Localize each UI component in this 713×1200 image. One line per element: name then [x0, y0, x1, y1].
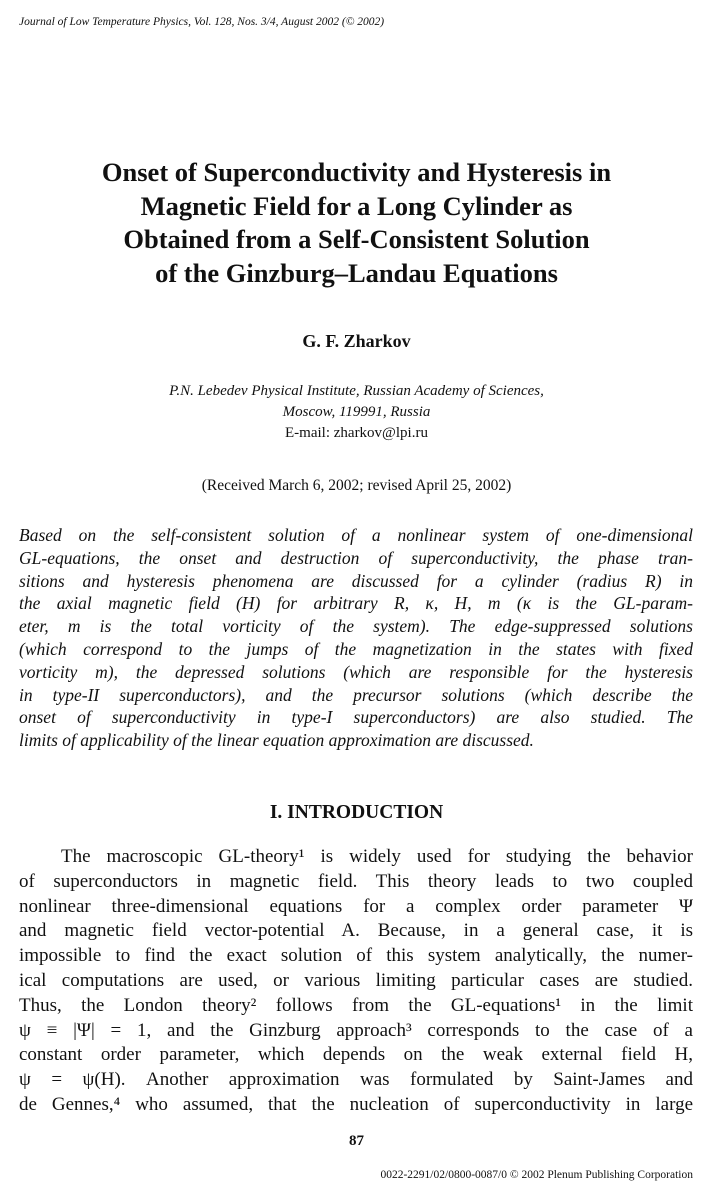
body-line: ical computations are used, or various limiting particular cases are studied.	[19, 969, 693, 991]
abstract-line: limits of applicability of the linear equation approximation are discussed.	[19, 730, 534, 751]
abstract-line: eter, m is the total vorticity of the system). The edge-suppressed solutions	[19, 616, 693, 637]
title-line: Onset of Superconductivity and Hysteresis in	[101, 157, 612, 187]
author-name: G. F. Zharkov	[302, 331, 411, 351]
abstract-line: GL-equations, the onset and destruction of superconductivity, the phase tran-	[19, 547, 693, 568]
section-heading: I. INTRODUCTION	[269, 802, 444, 823]
body-line: nonlinear three-dimensional equations for a complex order parameter Ψ	[19, 895, 693, 917]
body-line: de Gennes,⁴ who assumed, that the nucleation of superconductivity in large	[19, 1093, 693, 1115]
body-line: Thus, the London theory² follows from the GL-equations¹ in the limit	[19, 994, 693, 1016]
affiliation	[0, 381, 713, 444]
abstract	[19, 524, 693, 752]
abstract-line: the axial magnetic field (H) for arbitrary R, κ, H, m (κ is the GL-param-	[19, 593, 693, 614]
body-line: and magnetic field vector-potential A. Because, in a general case, it is	[19, 920, 693, 942]
affiliation-institute: P.N. Lebedev Physical Institute, Russian Academy of Sciences,	[169, 383, 544, 399]
title-line: Magnetic Field for a Long Cylinder as	[140, 190, 573, 221]
body-line: The macroscopic GL-theory¹ is widely used for studying the behavior	[61, 846, 693, 867]
abstract-line: Based on the self-consistent solution of a nonlinear system of one-dimensional	[19, 525, 693, 545]
body-line: ψ ≡ |Ψ| = 1, and the Ginzburg approach³ corresponds to the case of a	[19, 1019, 693, 1041]
body-line: constant order parameter, which depends on the weak external field H,	[19, 1044, 693, 1066]
body-line: ψ = ψ(H). Another approximation was formulated by Saint-James and	[19, 1069, 693, 1091]
title-line: of the Ginzburg–Landau Equations	[155, 257, 558, 288]
body-line: of superconductors in magnetic field. This theory leads to two coupled	[19, 870, 693, 892]
abstract-line: sitions and hysteresis phenomena are discussed for a cylinder (radius R) in	[19, 570, 693, 591]
running-head: Journal of Low Temperature Physics, Vol. 128, Nos. 3/4, August 2002 (© 2002)	[19, 16, 385, 28]
body-text	[19, 845, 693, 1118]
abstract-line: (which correspond to the jumps of the magnetization in the states with fixed	[19, 638, 693, 659]
abstract-line: onset of superconductivity in type-I superconductors) are also studied. The	[19, 707, 693, 728]
affiliation-city: Moscow, 119991, Russia	[282, 404, 431, 420]
received-dates: (Received March 6, 2002; revised April 25, 2002)	[201, 477, 512, 494]
author-email: E-mail: zharkov@lpi.ru	[285, 425, 428, 441]
copyright-footer: 0022-2291/02/0800-0087/0 © 2002 Plenum Publishing Corporation	[380, 1169, 693, 1181]
abstract-line: in type-II superconductors), and the precursor solutions (which describe the	[19, 684, 693, 705]
title-line: Obtained from a Self-Consistent Solution	[123, 224, 590, 254]
article-title	[60, 156, 653, 290]
abstract-line: vorticity m), the depressed solutions (which are responsible for the hysteresis	[19, 661, 693, 682]
page-number: 87	[349, 1133, 364, 1149]
body-line: impossible to find the exact solution of this system analytically, the numer-	[19, 945, 693, 967]
